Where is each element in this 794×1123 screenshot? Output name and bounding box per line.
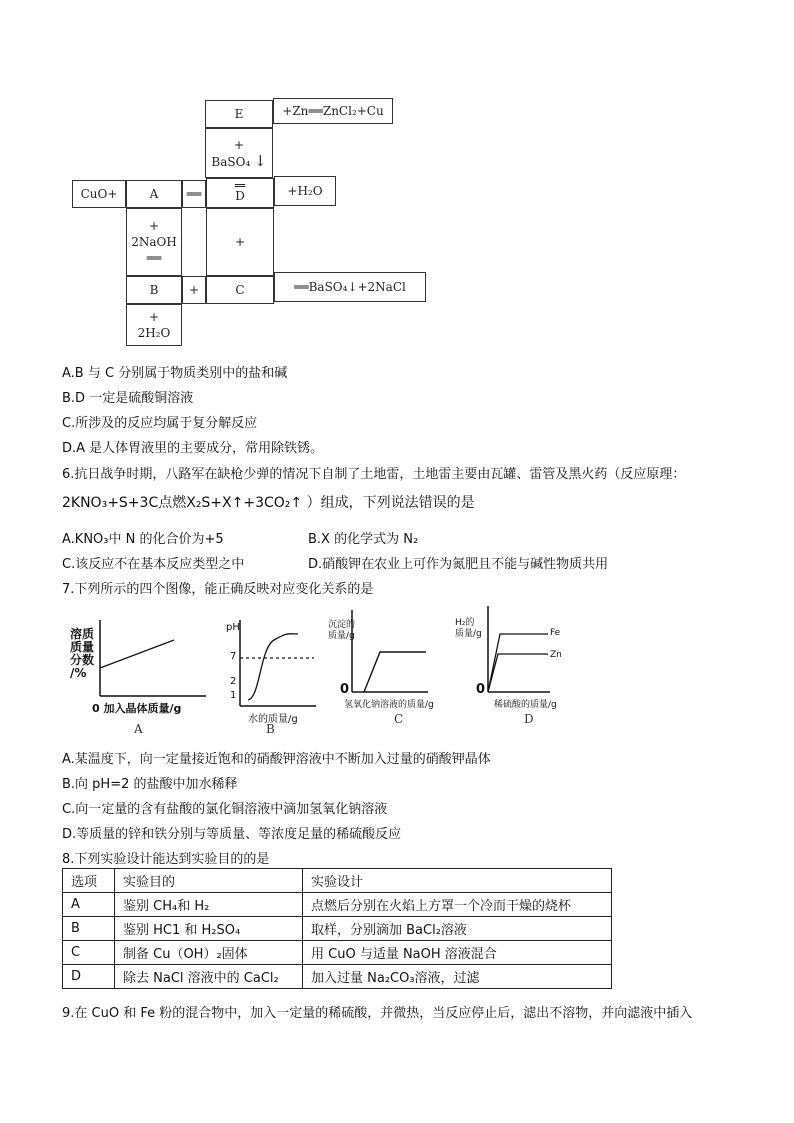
- q7-option-a: A.某温度下，向一定量接近饱和的硝酸钾溶液中不断加入过量的硝酸钾晶体: [62, 752, 491, 767]
- graph-d-caption: D: [524, 712, 534, 726]
- graph-d-ylabel: H₂的 质量/g: [455, 618, 482, 639]
- cell-naoh: + 2NaOH ══: [126, 208, 182, 276]
- graph-c-plot: [350, 608, 430, 694]
- table-cell: 鉴别 CH₄和 H₂: [115, 893, 303, 917]
- q6-option-c: C.该反应不在基本反应类型之中: [62, 557, 245, 572]
- table-cell: 制备 Cu（OH）₂固体: [115, 941, 303, 965]
- graph-b-xlabel: 水的质量/g: [248, 714, 298, 725]
- table-row: [63, 917, 612, 941]
- cell-C: C: [206, 276, 274, 304]
- q7-option-b: B.向 pH=2 的盐酸中加水稀释: [62, 777, 238, 792]
- graph-d-fe-line: [488, 634, 548, 692]
- q7-stem: 7.下列所示的四个图像，能正确反映对应变化关系的是: [62, 582, 374, 597]
- cell-cuo: CuO+: [72, 180, 126, 208]
- q5-option-c: C.所涉及的反应均属于复分解反应: [62, 416, 258, 431]
- q6-option-d: D.硝酸钾在农业上可作为氮肥且不能与碱性物质共用: [308, 557, 609, 572]
- graph-d-plot: [486, 604, 552, 694]
- table-header: 实验设计: [303, 869, 612, 893]
- graph-b-tick-1: 1: [230, 690, 237, 701]
- q5-option-d: D.A 是人体胃液里的主要成分，常用除铁锈。: [62, 441, 324, 456]
- table-header-row: [63, 869, 612, 893]
- table-row: [63, 965, 612, 989]
- table-cell: C: [63, 941, 115, 965]
- graph-c-xlabel: 氢氧化钠溶液的质量/g: [344, 700, 434, 710]
- q8-stem: 8.下列实验设计能达到实验目的的是: [62, 852, 270, 867]
- cell-plus4: +: [182, 276, 206, 304]
- graph-a-ylabel: 溶质 质量 分数 /%: [70, 627, 95, 680]
- graph-d-fe-label: Fe: [550, 628, 561, 638]
- table-cell: 鉴别 HC1 和 H₂SO₄: [115, 917, 303, 941]
- table-cell: 除去 NaCl 溶液中的 CaCl₂: [115, 965, 303, 989]
- table-cell: D: [63, 965, 115, 989]
- graph-b-tick-7: 7: [230, 651, 237, 662]
- cell-D: D: [206, 178, 274, 208]
- graph-a-plot: [98, 618, 208, 698]
- graph-b-plot: [238, 618, 318, 708]
- q5-option-a: A.B 与 C 分别属于物质类别中的盐和碱: [62, 366, 288, 381]
- graph-b-curve: [248, 634, 298, 700]
- graph-a-xlabel: 0 加入晶体质量/g: [92, 702, 182, 715]
- table-cell: B: [63, 917, 115, 941]
- cell-eq1: ══: [182, 180, 206, 208]
- graph-c-ylabel: 沉淀的 质量/g: [328, 620, 356, 641]
- cell-C-reaction: ══BaSO₄↓+2NaCl: [274, 272, 426, 302]
- graph-c-origin: 0: [340, 682, 350, 697]
- cell-h2o: +H₂O: [274, 176, 336, 206]
- graph-b-ylabel: pH: [226, 622, 240, 633]
- cell-baso4: + BaSO₄ ↓: [205, 128, 273, 178]
- q7-option-c: C.向一定量的含有盐酸的氯化铜溶液中滴加氢氧化钠溶液: [62, 802, 388, 817]
- graph-a-caption: A: [134, 722, 143, 736]
- table-row: [63, 941, 612, 965]
- cell-2h2o: + 2H₂O: [126, 304, 182, 346]
- cell-plus3: +: [206, 208, 274, 276]
- table-row: [63, 893, 612, 917]
- cell-E: E: [205, 100, 273, 128]
- table-header: 选项: [63, 869, 115, 893]
- graph-d-zn-line: [488, 654, 548, 692]
- graph-d-zn-label: Zn: [550, 650, 562, 660]
- graph-c-caption: C: [394, 712, 404, 726]
- q5-option-b: B.D 一定是硫酸铜溶液: [62, 391, 194, 406]
- graph-c-curve: [364, 652, 426, 692]
- experiment-table: [62, 868, 612, 989]
- q6-stem: 6.抗日战争时期，八路军在缺枪少弹的情况下自制了土地雷，土地雷主要由瓦罐、雷管及黑火药（反应原理：: [62, 467, 686, 482]
- graph-d-xlabel: 稀硫酸的质量/g: [494, 700, 557, 710]
- table-header: 实验目的: [115, 869, 303, 893]
- q6-option-a: A.KNO₃中 N 的化合价为+5: [62, 532, 224, 547]
- q6-equation: 2KNO₃+S+3C点燃X₂S+X↑+3CO₂↑ ）组成，下列说法错误的是: [62, 495, 475, 511]
- table-cell: 用 CuO 与适量 NaOH 溶液混合: [303, 941, 612, 965]
- table-cell: 点燃后分别在火焰上方罩一个冷而干燥的烧杯: [303, 893, 612, 917]
- graph-d-origin: 0: [476, 682, 486, 697]
- q9-stem: 9.在 CuO 和 Fe 粉的混合物中，加入一定量的稀硫酸，并微热，当反应停止后，滤出不溶物，并向滤液中插入: [62, 1006, 693, 1021]
- q7-option-d: D.等质量的锌和铁分别与等质量、等浓度足量的稀硫酸反应: [62, 827, 402, 842]
- cell-A: A: [126, 180, 182, 208]
- table-cell: 加入过量 Na₂CO₃溶液，过滤: [303, 965, 612, 989]
- table-cell: A: [63, 893, 115, 917]
- table-cell: 取样，分别滴加 BaCl₂溶液: [303, 917, 612, 941]
- q6-option-b: B.X 的化学式为 N₂: [308, 532, 419, 547]
- cell-E-reaction: +Zn══ZnCl₂+Cu: [273, 98, 393, 124]
- graph-b-tick-2: 2: [230, 676, 237, 687]
- graph-a-curve: [100, 640, 174, 668]
- cell-B: B: [126, 276, 182, 304]
- graph-b-caption: B: [266, 722, 275, 736]
